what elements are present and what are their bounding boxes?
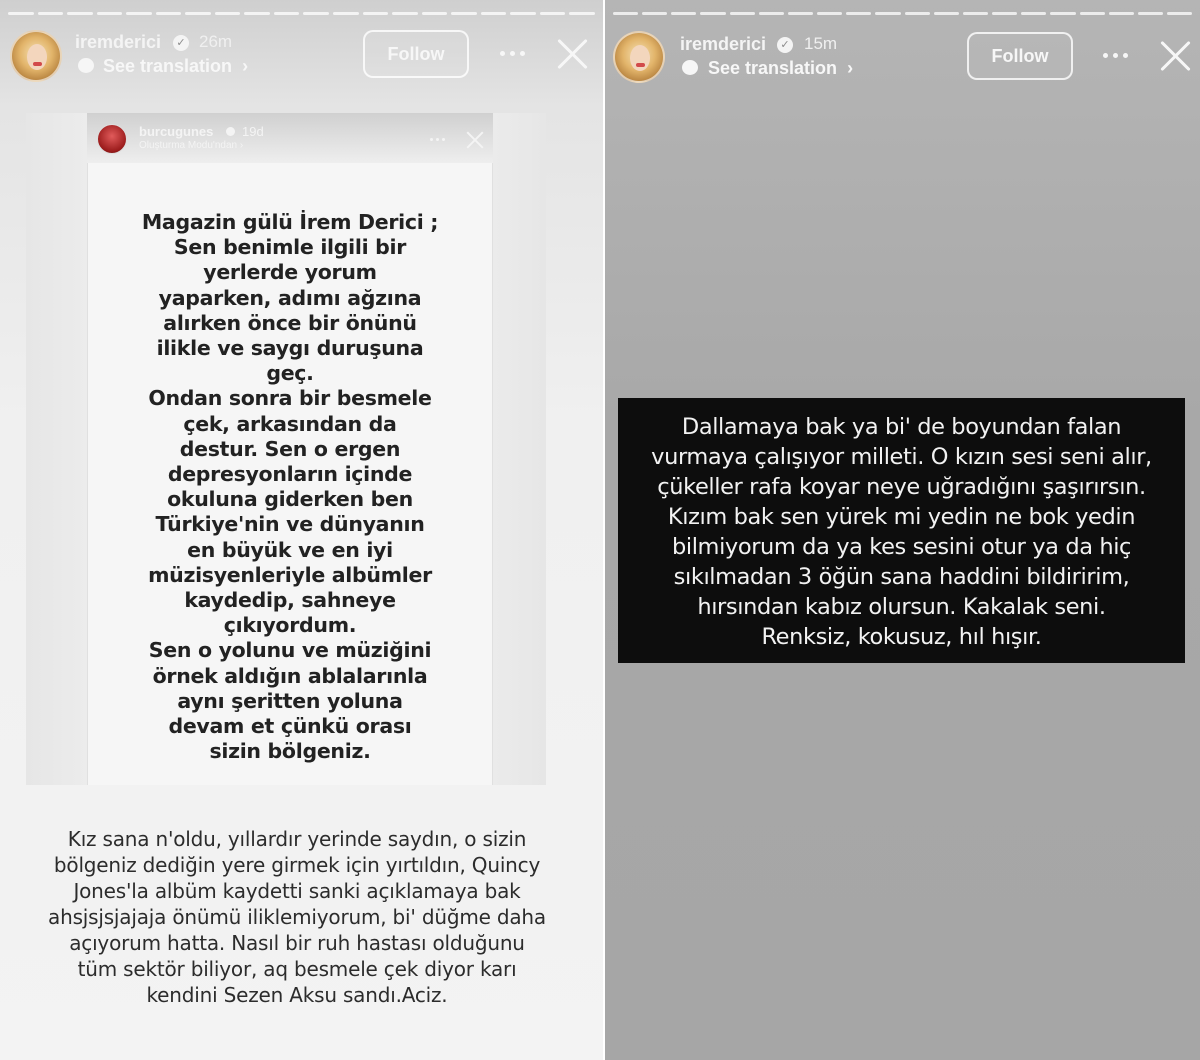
reshared-close-icon	[466, 131, 484, 149]
reshared-avatar	[97, 124, 127, 154]
see-translation-link[interactable]	[708, 58, 853, 79]
story-caption: Kız sana n'oldu, yıllardır yerinde saydın, o sizin bölgeniz dediğin yere girmek için yırtıldın, Quincy Jones'la albüm kaydetti sanki açıklamaya bak ahsjsjsjajaja önümü iliklemiyorum, bi' düğme daha açıyorum hatta. Nasıl bir ruh hastası olduğunu tüm sektör biliyor, aq besmele çek diyor karı kendini Sezen Aksu sandı.Aciz.	[48, 827, 546, 1007]
username[interactable]: iremderici	[75, 32, 162, 52]
translate-bubble-icon[interactable]	[682, 60, 698, 75]
more-options-icon[interactable]	[500, 51, 530, 57]
translate-bubble-icon[interactable]	[78, 58, 94, 73]
reshared-username: burcugunes	[139, 124, 214, 139]
story-time: 15m	[804, 34, 838, 53]
story-time: 26m	[199, 32, 233, 51]
see-translation-link[interactable]	[103, 56, 248, 77]
reshared-verified-icon	[226, 127, 235, 136]
more-options-icon[interactable]	[1103, 53, 1133, 59]
verified-badge-icon: ✓	[173, 35, 189, 51]
close-icon[interactable]	[556, 37, 590, 71]
verified-badge-icon: ✓	[777, 37, 793, 53]
reshared-subtitle: Oluşturma Modu'ndan ›	[139, 140, 244, 151]
see-translation-label: See translation	[103, 56, 233, 76]
close-icon[interactable]	[1159, 39, 1193, 73]
progress-bar	[8, 12, 595, 15]
avatar[interactable]	[613, 31, 665, 83]
follow-button[interactable]: Follow	[363, 30, 469, 78]
reshared-story-text: Magazin gülü İrem Derici ; Sen benimle ilgili bir yerlerde yorum yaparken, adımı ağzına alırken önce bir önünü ilikle ve saygı duruşuna geç. Ondan sonra bir besmele çek, arkasından da destur. Sen o ergen depresyonların içinde okuluna giderken ben Türkiye'nin ve dünyanın en büyük ve en iyi müzisyenleriyle albümler kaydedip, sahneye çıkıyordum. Sen o yolunu ve müziğini örnek aldığın ablalarınla aynı şeritten yoluna devam et çünkü orası sizin bölgeniz.	[141, 210, 439, 764]
see-translation-label: See translation	[708, 58, 838, 78]
avatar[interactable]	[10, 30, 62, 82]
chevron-right-icon: ›	[237, 56, 249, 76]
progress-bar	[613, 12, 1192, 15]
follow-button[interactable]: Follow	[967, 32, 1073, 80]
chevron-right-icon: ›	[842, 58, 854, 78]
reshared-time: 19d	[242, 124, 264, 139]
story-text: Dallamaya bak ya bi' de boyundan falan vurmaya çalışıyor milleti. O kızın sesi seni alır, çükeller rafa koyar neye uğradığını şaşırırsın. Kızım bak sen yürek mi yedin ne bok yedin bilmiyorum da ya kes sesini otur ya da hiç sıkılmadan 3 öğün sana haddini bildiririm, hırsından kabız olursun. Kakalak seni. Renksiz, kokusuz, hıl hışır.	[651, 414, 1152, 650]
reshared-more-icon	[430, 138, 446, 141]
username[interactable]: iremderici	[680, 34, 767, 54]
